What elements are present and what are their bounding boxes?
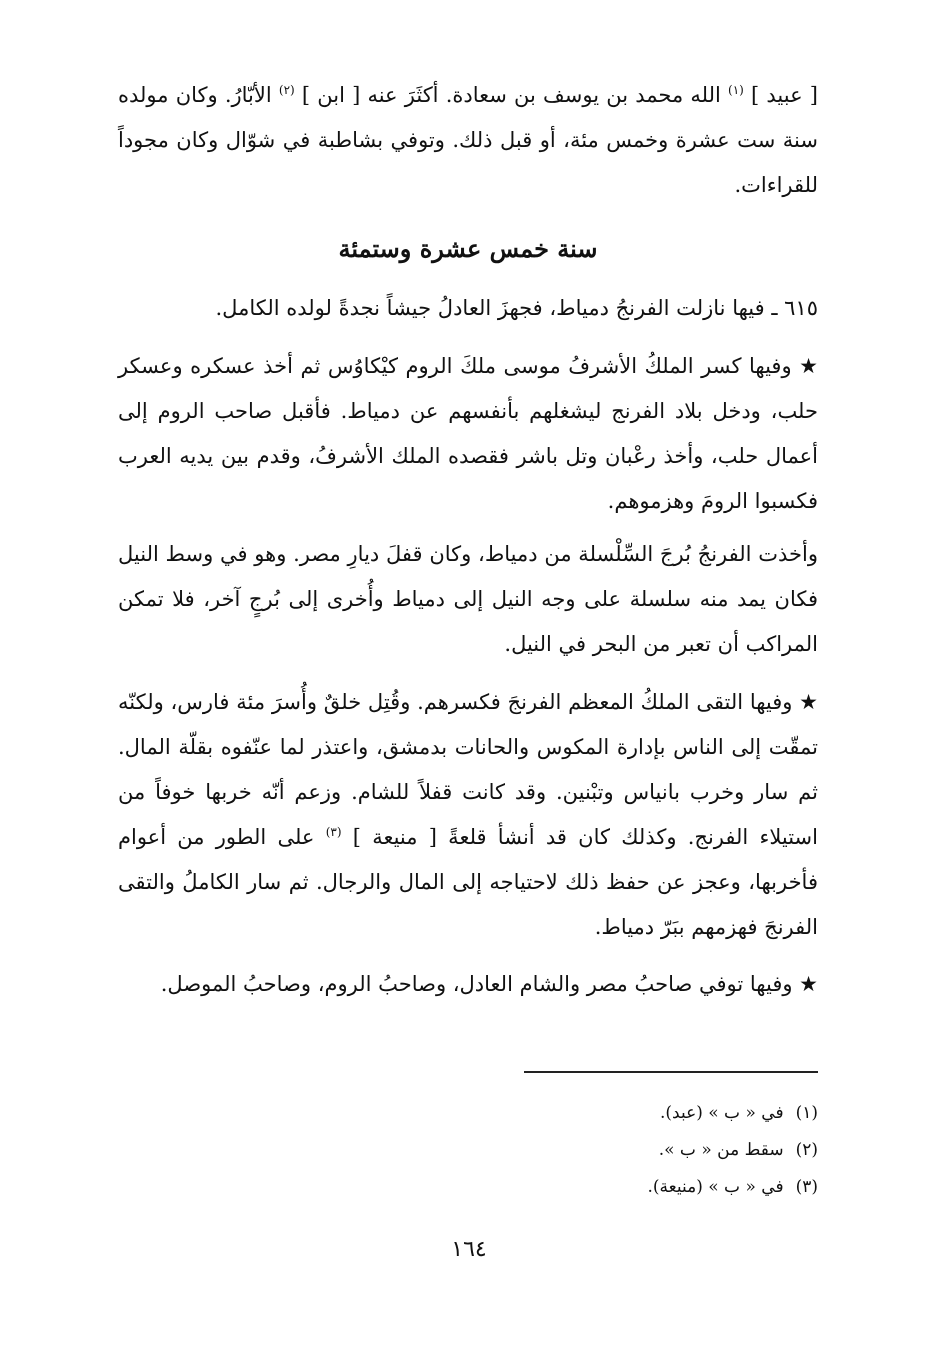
- intro-text-part3: الأبّارُ. وكان مولده سنة ست عشرة وخمس مئة، أو قبل ذلك. وتوفي بشاطبة في شوّال وكان مجوداً للقراءات.: [118, 83, 818, 197]
- footnote-text: في « ب » (منيعة).: [647, 1177, 784, 1197]
- paragraph-muazzam-part2: على الطور من أعوام فأخربها، وعجز عن حفظ ذلك لاحتياجه إلى المال والرجال. ثم سار الكاملُ والتقى الفرنجَ فهزمهم ببَرّ دمياط.: [118, 825, 818, 939]
- paragraph-kaykawus: [118, 344, 818, 524]
- footnote-number: (١): [795, 1103, 818, 1123]
- paragraph-muazzam-text: [118, 680, 818, 950]
- footnote-number: (٣): [795, 1177, 818, 1197]
- page-number: ١٦٤: [451, 1237, 487, 1262]
- footnote-divider: [524, 1071, 818, 1073]
- intro-text-part1: [ عبيد ]: [751, 83, 818, 107]
- footnote-ref-1: (١): [728, 83, 744, 97]
- intro-text: [118, 73, 818, 208]
- footnote-ref-3: (٣): [325, 825, 342, 839]
- paragraph-muazzam-part1: ★ وفيها التقى الملكُ المعظم الفرنجَ فكسرهم. وقُتِل خلقٌ وأُسرَ مئة فارس، ولكنّه تمقّت إلى الناس بإدارة المكوس والحانات بدمشق، واعتذر لما عنّفوه بقلّة المال. ثم سار وخرب بانياس وتبْنين. وقد كانت قفلاً للشام. وزعم أنّه خربها خوفاً من استيلاء الفرنج. وكذلك كان قد أنشأ قلعةً [ منيعة ]: [118, 690, 818, 849]
- footnote-text: في « ب » (عبد).: [659, 1103, 784, 1123]
- paragraph-death-text: ★ وفيها توفي صاحبُ مصر والشام العادل، وصاحبُ الروم، وصاحبُ الموصل.: [160, 972, 818, 996]
- footnote-text: سقط من « ب ».: [658, 1140, 784, 1160]
- paragraph-615-text: ٦١٥ ـ فيها نازلت الفرنجُ دمياط، فجهزَ العادلُ جيشاً نجدةً لولده الكامل.: [215, 296, 818, 320]
- intro-text-part2: الله محمد بن يوسف بن سعادة. أكثَرَ عنه [ ابن ]: [301, 83, 728, 107]
- paragraph-death: [118, 962, 818, 1007]
- footnotes: [470, 1095, 818, 1206]
- footnote-ref-2: (٢): [278, 83, 295, 97]
- year-heading: سنة خمس عشرة وستمئة: [338, 234, 598, 263]
- paragraph-kaykawus-text: ★ وفيها كسر الملكُ الأشرفُ موسى ملكَ الروم كيْكاوُس ثم أخذ عسكره وعسكر حلب، ودخل بلاد الفرنج ليشغلهم بأنفسهم عن دمياط. فأقبل صاحب الروم إلى أعمال حلب، وأخذ رعْبان وتل باشر فقصده الملك الأشرفُ، وقدم بين يديه العرب فكسبوا الرومَ وهزموهم.: [118, 354, 818, 513]
- intro-paragraph: [118, 73, 818, 208]
- paragraph-615: [118, 286, 818, 331]
- paragraph-burj-text: وأخذت الفرنجُ بُرجَ السِّلْسلة من دمياط، وكان قفلَ ديارِ مصر. وهو في وسط النيل فكان يمد منه سلسلة على وجه النيل إلى دمياط وأُخرى إلى بُرجٍ آخر، فلا تمكن المراكب أن تعبر من البحر في النيل.: [118, 542, 818, 656]
- footnote-2: [470, 1132, 818, 1169]
- paragraph-muazzam: [118, 680, 818, 950]
- footnote-number: (٢): [795, 1140, 818, 1160]
- paragraph-burj: [118, 532, 818, 667]
- footnote-1: [470, 1095, 818, 1132]
- footnote-3: [470, 1169, 818, 1206]
